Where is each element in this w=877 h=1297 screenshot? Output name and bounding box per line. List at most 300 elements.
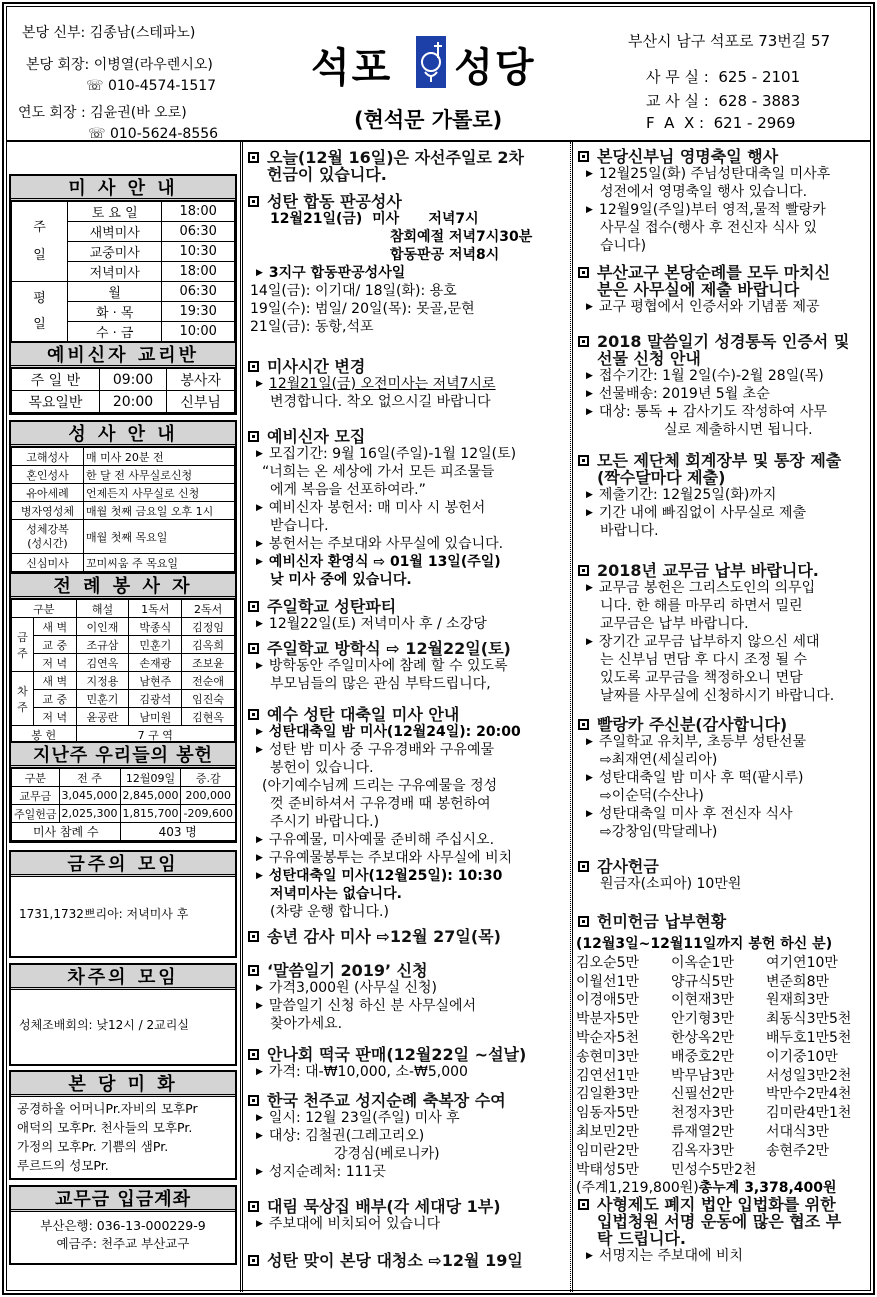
donor: 민성수5만2천 [671, 1161, 757, 1178]
notice-line: 실로 제출하시면 됩니다. [664, 422, 813, 438]
notice-heading [574, 1196, 841, 1247]
notice-line: ▶ 대상: 통독 + 감사기도 작성하여 사무 [574, 403, 849, 421]
notice-heading [244, 928, 501, 945]
notice-heading [244, 149, 524, 183]
heading-text [597, 333, 849, 367]
notice-line: 바랍니다. [600, 523, 659, 539]
col-header: 구분 [12, 769, 60, 787]
sacrament-time: 꼬미씨움 주 목요일 [84, 554, 235, 572]
sacrament-name: 병자영성체 [12, 502, 84, 520]
donor: 최보민2만 [576, 1123, 640, 1140]
notice-line: ▶ 구유예물, 미사예물 준비해 주십시오. [244, 831, 521, 849]
donor: 박분자5만 [576, 1011, 640, 1028]
square-bullet-icon [248, 361, 259, 372]
phone-icon: ☏ [88, 126, 110, 142]
notice-section [244, 428, 516, 589]
heading-line: 오늘(12월 16일)은 자선주일로 2차 [267, 148, 525, 167]
cell: 2,025,300 [59, 805, 120, 823]
notice-heading [244, 1092, 506, 1109]
notice-section [574, 913, 726, 930]
square-bullet-icon [248, 1095, 259, 1106]
heading-text [267, 193, 402, 210]
column-divider [570, 142, 571, 1292]
sacrament-info [9, 420, 237, 574]
box-title: 미 사 안 내 [11, 176, 235, 201]
heading-text [267, 706, 459, 723]
notice-section [244, 962, 476, 1033]
table-row [12, 502, 235, 520]
square-bullet-icon [248, 196, 259, 207]
cell: 09:00 [99, 369, 166, 391]
notice-line: ▶ 구유예물봉투는 주보대와 사무실에 비치 [244, 849, 521, 867]
donor [766, 1161, 876, 1180]
cell: 봉사자 [167, 369, 235, 391]
notice-heading [574, 264, 830, 298]
parish-president: 본당 회장: 이병열(라우렌시오) [26, 57, 213, 73]
president-phone-number: 010-4574-1517 [107, 78, 217, 94]
cumulative-total: 총누계 3,378,400원 [698, 1180, 837, 1197]
donor: 여기연10만 [766, 954, 838, 971]
heading-line: 입법청원 서명 운동에 많은 협조 부 [597, 1212, 842, 1231]
attendance-value: 403 명 [120, 823, 235, 841]
notice-line: 원금자(소피아) 10만원 [600, 876, 742, 892]
donor-row [576, 1010, 876, 1029]
cell: 김연옥 [76, 654, 129, 672]
notice-heading [574, 562, 834, 579]
heading-text [267, 149, 524, 183]
notice-line: 부모님들의 많은 관심 부탁드립니다, [270, 676, 491, 692]
square-bullet-icon [578, 455, 589, 466]
notice-section [574, 1196, 841, 1265]
sacrament-time: 매월 첫째 목요일 [84, 520, 235, 554]
notice-line: 에게 복음을 선포하여라.” [270, 482, 426, 498]
heading-text [597, 913, 726, 930]
square-bullet-icon [578, 336, 589, 347]
heading-text [267, 1046, 526, 1063]
cell: 교무금 [12, 787, 60, 805]
donor-row [576, 1142, 876, 1161]
col-header: 2독서 [182, 600, 235, 618]
notice-line: 찾아가세요. [270, 1016, 343, 1032]
cell: 이인재 [76, 618, 129, 636]
notice-section [244, 928, 501, 945]
donation-subtitle: (12월3일~12월11일까지 봉헌 하신 분) [576, 936, 833, 952]
heading-line: 한국 천주교 성지순례 축복장 수여 [267, 1091, 506, 1110]
sacrament-name: 혼인성사 [12, 466, 84, 484]
sacrament-time: 매월 첫째 금요일 오후 1시 [84, 502, 235, 520]
square-bullet-icon [248, 431, 259, 442]
office-phone [646, 66, 800, 87]
donor: 이현재3만 [671, 992, 735, 1009]
donor-row [576, 1104, 876, 1123]
table-row [12, 554, 235, 572]
heading-line: (짝수달마다 제출) [597, 468, 726, 487]
heading-text [267, 598, 396, 615]
heading-line: 송년 감사 미사 ⇨12월 27일(목) [267, 927, 501, 946]
sacrament-name: 유아세례 [12, 484, 84, 502]
table-row [12, 690, 235, 708]
cell: 토 요 일 [68, 202, 162, 222]
cell: 민훈기 [76, 690, 129, 708]
heading-text [597, 148, 778, 165]
donor: 서대식3만 [766, 1123, 830, 1140]
cell: -209,600 [181, 805, 235, 823]
heading-line: 주일학교 방학식 ⇨ 12월22일(토) [267, 639, 511, 658]
notice-heading [574, 333, 849, 367]
meeting-text: 성체조배회의: 낮12시 / 2교리실 [19, 1018, 189, 1032]
donation-list [576, 935, 876, 1198]
catechumen-class [9, 341, 237, 415]
col-header: 1독서 [129, 600, 182, 618]
heading-line: 본당신부님 영명축일 행사 [597, 147, 779, 166]
cell: 교중미사 [68, 242, 162, 262]
cell: 새 벽 [34, 672, 77, 690]
notice-line: 껏 준비하셔서 구유경배 때 봉헌하여 [270, 796, 491, 812]
donor: 한상옥2만 [671, 1029, 735, 1046]
notice-heading [244, 1198, 501, 1215]
donor: 박순자5천 [576, 1029, 640, 1046]
notice-line: ▶ 접수기간: 1월 2일(수)-2월 28일(목) [574, 367, 849, 385]
square-bullet-icon [248, 1201, 259, 1212]
heading-line: 분은 사무실에 제출 바랍니다 [597, 280, 800, 299]
table-row [12, 520, 235, 554]
donor-row [576, 1029, 876, 1048]
notice-section [574, 452, 841, 540]
donor: 안기형3만 [671, 1011, 735, 1028]
cell: 수 · 금 [68, 322, 162, 342]
offering-label: 봉 헌 [12, 726, 77, 744]
notice-section [244, 1198, 501, 1233]
cell: 윤공란 [76, 708, 129, 726]
notice-line: ⇨강창임(막달레나) [600, 824, 718, 840]
notice-line: 성전에서 영명축일 행사 있습니다. [600, 184, 808, 200]
column-divider [572, 142, 573, 1292]
notice-section [574, 858, 741, 893]
notice-line: 받습니다. [270, 518, 329, 534]
heading-line: 선물 신청 안내 [597, 349, 701, 368]
donor: 송현주2만 [766, 1142, 830, 1159]
heading-text [267, 928, 501, 945]
cell: 남미원 [129, 708, 182, 726]
flowers-line: 루르드의 성모Pr. [17, 1158, 109, 1173]
notice-line: ▶ 방학동안 주일미사에 참례 할 수 있도록 [244, 657, 511, 675]
title-right: 성당 [454, 45, 536, 91]
square-bullet-icon [578, 267, 589, 278]
cell: 목요일반 [12, 391, 100, 413]
donation-total [576, 1179, 876, 1198]
box-title: 전 례 봉 사 자 [11, 574, 235, 599]
square-bullet-icon [248, 965, 259, 976]
heading-text [267, 358, 365, 375]
notice-line: ▶ 가격3,000원 (사무실 신청) [244, 979, 476, 997]
week-label: 금 주 [12, 618, 34, 672]
notice-line: ▶ 교무금 봉헌은 그리스도인의 의무입 [574, 579, 834, 597]
heading-text [597, 1196, 841, 1247]
cell: 18:00 [162, 262, 235, 282]
notice-line: 14일(금): 이기대/ 18일(화): 용호 [250, 283, 457, 299]
altar-flowers [9, 1070, 237, 1180]
sacrament-time: 매 미사 20분 전 [84, 448, 235, 466]
youth-phone-number: 010-5624-8556 [109, 126, 219, 142]
notice-section [244, 1092, 506, 1181]
heading-line: 성탄 맞이 본당 대청소 ⇨12월 19일 [267, 1251, 523, 1270]
heading-line: 안나회 떡국 판매(12월22일 ~설날) [267, 1045, 527, 1064]
square-bullet-icon [248, 709, 259, 720]
cell: 조보윤 [182, 654, 235, 672]
square-bullet-icon [578, 719, 589, 730]
square-bullet-icon [578, 916, 589, 927]
weekday-label: 평 일 [12, 282, 68, 342]
donor: 송현미3만 [576, 1048, 640, 1065]
notice-line: 낮 미사 중에 있습니다. [270, 572, 412, 588]
sacrament-name: 성체강복 (성시간) [12, 520, 84, 554]
cell: 새벽미사 [68, 222, 162, 242]
box-title: 지난주 우리들의 봉헌 [11, 743, 235, 768]
notice-line: 변경합니다. 착오 없으시길 바랍니다 [270, 394, 491, 410]
heading-line: 성탄 합동 판공성사 [267, 192, 402, 211]
cell: 교 중 [34, 636, 77, 654]
cell: 18:00 [162, 202, 235, 222]
box-title: 본 당 미 화 [11, 1072, 235, 1097]
notice-line: 12월21일(금) 미사 저녁7시 [270, 211, 479, 227]
notice-heading [574, 716, 806, 733]
heading-line: 2018년 교무금 납부 바랍니다. [597, 561, 819, 580]
donor: 박무남3만 [671, 1067, 735, 1084]
notice-line: 습니다) [600, 238, 647, 254]
notice-line: ▶ 모집기간: 9월 16일(주일)-1월 12일(토) [244, 445, 516, 463]
cell: 06:30 [162, 282, 235, 302]
notice-section [244, 706, 521, 921]
cell: 주 일 반 [12, 369, 100, 391]
notice-heading [244, 1252, 523, 1269]
heading-line: 대림 묵상집 배부(각 세대당 1부) [267, 1197, 501, 1216]
notice-line-text: 12월21일(금) 오전미사는 저녁7시로 [268, 376, 496, 392]
contact-value: 621 - 2969 [713, 114, 796, 132]
teacher-phone [646, 90, 800, 111]
notice-section [574, 148, 830, 255]
cell: 남현주 [129, 672, 182, 690]
notice-line: 합동판공 저녁8시 [390, 247, 500, 263]
subtitle: (현석문 가롤로) [354, 108, 503, 132]
heading-line: 빨랑카 주신분(감사합니다) [597, 715, 788, 734]
notice-line: ▶ 성지순례처: 111곳 [244, 1163, 506, 1181]
notice-line: ▶ 성탄 밤 미사 중 구유경배와 구유예물 [244, 741, 521, 759]
notice-line: ▶ 12월25일(화) 주님성탄대축일 미사후 [574, 165, 830, 183]
donor: 최동식3만5천 [766, 1011, 852, 1028]
cell: 2,845,000 [120, 787, 181, 805]
notice-heading [574, 913, 726, 930]
cell: 200,000 [181, 787, 235, 805]
cell: 10:30 [162, 242, 235, 262]
donor: 김연선1만 [576, 1067, 640, 1084]
contact-value: 625 - 2101 [718, 68, 801, 86]
notice-line: ⇨이순덕(수산나) [600, 788, 704, 804]
notice-line: 날짜를 사무실에 신청하시기 바랍니다. [600, 688, 835, 704]
cell: 저 녁 [34, 654, 77, 672]
notice-heading [574, 148, 830, 165]
table-row [12, 466, 235, 484]
notice-line: 강경심(베로니카) [334, 1146, 440, 1162]
masthead [6, 6, 871, 142]
donor-row [576, 1085, 876, 1104]
donor: 배중호2만 [671, 1048, 735, 1065]
heading-text [597, 452, 841, 486]
square-bullet-icon [248, 1255, 259, 1266]
notice-line: 는 신부님 면담 후 다시 조정 될 수 [600, 652, 807, 668]
notice-section [244, 149, 524, 183]
sacrament-time: 한 달 전 사무실로신청 [84, 466, 235, 484]
cell: 김현옥 [182, 708, 235, 726]
notice-section [574, 562, 834, 705]
heading-line: 헌금이 있습니다. [267, 165, 387, 184]
donor: 이월선1만 [576, 973, 640, 990]
notice-section [244, 193, 532, 336]
donor: 박만수2만4천 [766, 1086, 852, 1103]
heading-line: 미사시간 변경 [267, 357, 366, 376]
sacrament-name: 신심미사 [12, 554, 84, 572]
table-row [12, 672, 235, 690]
heading-text [267, 640, 511, 657]
account-holder: 예금주: 천주교 부산교구 [56, 1236, 190, 1251]
notice-heading [244, 706, 521, 723]
donor-row [576, 954, 876, 973]
table-row [12, 618, 235, 636]
donor: 서성일3만2천 [766, 1067, 852, 1084]
donor: 김미란4만1천 [766, 1105, 852, 1122]
youth-president: 연도 회장 : 김윤권(바 오로) [18, 105, 187, 121]
mass-schedule [9, 174, 237, 344]
notice-line: ▶ 성탄대축일 밤 미사(12월24일): 20:00 [244, 723, 521, 741]
donor: 김옥자3만 [671, 1142, 735, 1159]
donor: 김일환3만 [576, 1086, 640, 1103]
cell: 10:00 [162, 322, 235, 342]
notice-line: ▶ 말씀일기 신청 하신 분 사무실에서 [244, 997, 476, 1015]
heading-line: 모든 제단체 회계장부 및 통장 제출 [597, 451, 842, 470]
heading-text [597, 858, 659, 875]
col-header: 해설 [76, 600, 129, 618]
notice-line: ▶ 장기간 교무금 납부하지 않으신 세대 [574, 633, 834, 651]
table-row [12, 484, 235, 502]
notice-line: 19일(수): 범일/ 20일(목): 못골,문현 [250, 301, 475, 317]
heading-text [597, 264, 830, 298]
square-bullet-icon [578, 151, 589, 162]
box-title: 성 사 안 내 [11, 422, 235, 447]
sacrament-time: 언제든지 사무실로 신청 [84, 484, 235, 502]
heading-text [267, 962, 428, 979]
cell: 06:30 [162, 222, 235, 242]
heading-line: 2018 말씀일기 성경통독 인증서 및 [597, 332, 850, 351]
cell: 민훈기 [129, 636, 182, 654]
notice-line: ▶ 성탄대축일 미사(12월25일): 10:30 [244, 867, 521, 885]
notice-heading [244, 962, 476, 979]
cell: 손재광 [129, 654, 182, 672]
notice-section [244, 640, 511, 693]
donor: 김오순5만 [576, 954, 640, 971]
heading-text [267, 1252, 523, 1269]
notice-section [244, 1046, 526, 1081]
flowers-list [11, 1097, 235, 1177]
notice-line: 주시기 바랍니다.) [270, 814, 380, 830]
column-divider [240, 142, 243, 1292]
parish-logo [416, 36, 446, 88]
square-bullet-icon [248, 931, 259, 942]
donor: 이옥순1만 [671, 954, 735, 971]
donor: 변준희8만 [766, 973, 830, 990]
notice-line: 봉헌이 있습니다. [270, 760, 374, 776]
sunday-label: 주 일 [12, 202, 68, 282]
heading-text [267, 1092, 506, 1109]
president-phone [86, 78, 216, 94]
cell: 교 중 [34, 690, 77, 708]
cell: 김옥희 [182, 636, 235, 654]
table-row [12, 654, 235, 672]
notice-section [244, 358, 496, 411]
square-bullet-icon [578, 1199, 589, 1210]
notice-heading [244, 1046, 526, 1063]
donor: 박태성5만 [576, 1161, 640, 1178]
col-header: 12월09일 [120, 769, 181, 787]
notice-heading [574, 452, 841, 486]
notice-heading [244, 598, 487, 615]
square-bullet-icon [578, 565, 589, 576]
donor: 이경애5만 [576, 992, 640, 1009]
notice-heading [244, 193, 532, 210]
pastor: 본당 신부: 김종남(스테파노) [22, 25, 196, 41]
notice-line: ▶ 기간 내에 빠짐없이 사무실로 제출 [574, 504, 841, 522]
cell: 전순애 [182, 672, 235, 690]
heading-line: 부산교구 본당순례를 모두 마치신 [597, 263, 831, 282]
cell: 박종식 [129, 618, 182, 636]
square-bullet-icon [248, 1049, 259, 1060]
donor: 이기중10만 [766, 1048, 838, 1065]
this-week-meeting [9, 850, 237, 958]
col-header: 구분 [12, 600, 77, 618]
notice-line: ▶ 주보대에 비치되어 있습니다 [244, 1215, 501, 1233]
address: 부산시 남구 석포로 73번길 57 [628, 32, 831, 50]
notice-line: ⇨최재연(세실리아) [600, 752, 718, 768]
cell: 화 · 목 [68, 302, 162, 322]
donor-row [576, 1048, 876, 1067]
contact-label: 사 무 실 : [646, 68, 709, 86]
cell: 저녁미사 [68, 262, 162, 282]
notice-line: 사무실 접수(행사 후 전신자 식사 있 [600, 220, 818, 236]
heading-line: 헌미헌금 납부현황 [597, 912, 727, 931]
notice-heading [244, 358, 496, 375]
flowers-line: 공경하올 어머니Pr.자비의 모후Pr [17, 1101, 198, 1116]
phone-icon: ☏ [86, 78, 108, 94]
square-bullet-icon [248, 152, 259, 163]
notice-line [244, 375, 496, 393]
heading-line: 예비신자 모집 [267, 427, 366, 446]
heading-text [597, 562, 819, 579]
notice-line: “너희는 온 세상에 가서 모든 피조물들 [262, 464, 495, 480]
notice-line: ▶ 예비신자 환영식 ⇨ 01월 13일(주일) [244, 553, 516, 571]
notice-line: ▶ 가격: 대-₩10,000, 소-₩5,000 [244, 1063, 526, 1081]
flowers-line: 가정의 모후Pr. 기쁨의 샘Pr. [17, 1139, 169, 1154]
cell: 월 [68, 282, 162, 302]
notice-section [574, 264, 830, 316]
notice-line: ▶ 교구 평협에서 인증서와 기념품 제공 [574, 298, 830, 316]
table-row [12, 448, 235, 466]
heading-text [267, 428, 365, 445]
flowers-line: 애덕의 모후Pr. 천사들의 모후Pr. [17, 1120, 193, 1135]
notice-heading [244, 428, 516, 445]
weekly-offering [9, 741, 237, 843]
meeting-text: 1731,1732쁘리아: 저녁미사 후 [19, 907, 189, 921]
week-label: 차 주 [12, 672, 34, 726]
cell: 1,815,700 [120, 805, 181, 823]
cell: 김정임 [182, 618, 235, 636]
